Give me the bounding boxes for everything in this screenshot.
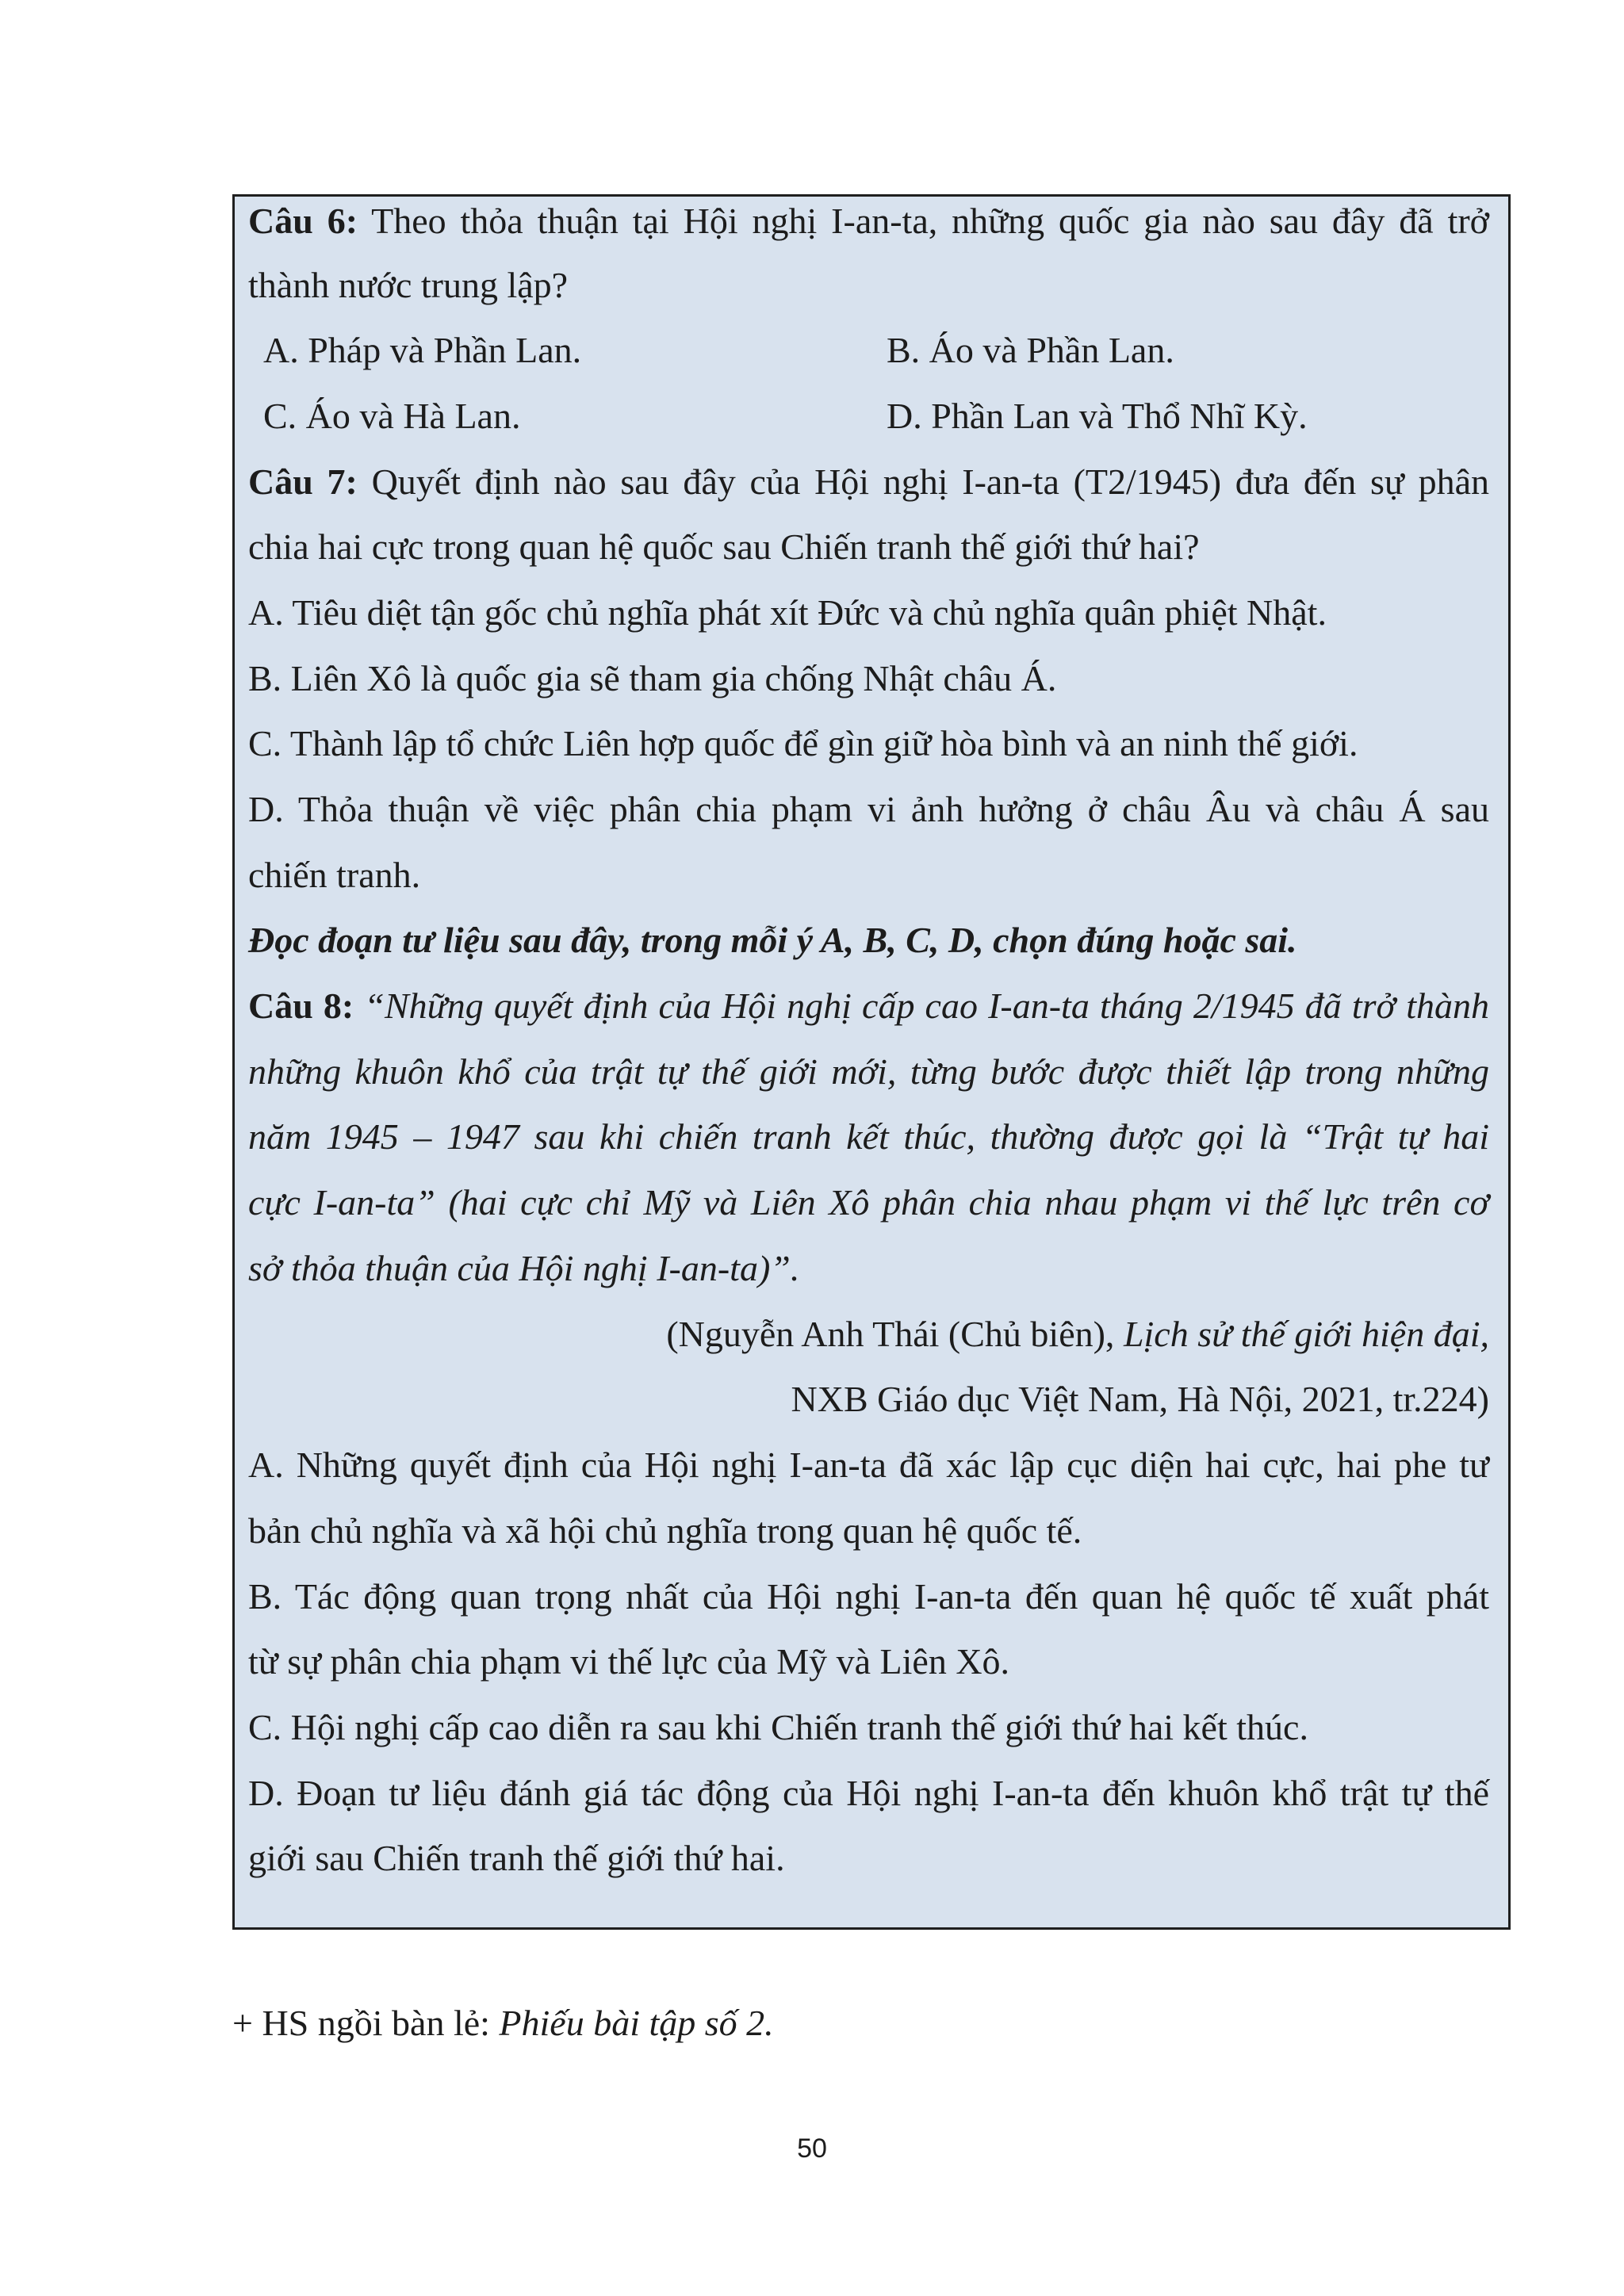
q8-statement-a-line-2: bản chủ nghĩa và xã hội chủ nghĩa trong quan hệ quốc tế. bbox=[248, 1510, 1082, 1551]
q8-quote-line-4: cực I-an-ta” (hai cực chỉ Mỹ và Liên Xô phân chia nhau phạm vi thế lực trên cơ bbox=[248, 1182, 1489, 1223]
q7-option-d-line-2: chiến tranh. bbox=[248, 855, 421, 895]
q8-statement-d-line-2: giới sau Chiến tranh thế giới thứ hai. bbox=[248, 1838, 785, 1878]
q8-quote-line-5: sở thỏa thuận của Hội nghị I-an-ta)”. bbox=[248, 1248, 800, 1288]
q6-option-d: D. Phần Lan và Thổ Nhĩ Kỳ. bbox=[887, 396, 1308, 436]
q8-statement-b-line-1: B. Tác động quan trọng nhất của Hội nghị I-an-ta đến quan hệ quốc tế xuất phát bbox=[248, 1576, 1489, 1617]
q8-statement-d-line-1: D. Đoạn tư liệu đánh giá tác động của Hội nghị I-an-ta đến khuôn khổ trật tự thế bbox=[248, 1773, 1489, 1813]
q6-line-1: Câu 6: Theo thỏa thuận tại Hội nghị I-an-ta, những quốc gia nào sau đây đã trở bbox=[248, 201, 1489, 241]
q8-source-line-1: (Nguyễn Anh Thái (Chủ biên), Lịch sử thế giới hiện đại, bbox=[666, 1314, 1489, 1354]
q8-label: Câu 8: bbox=[248, 985, 354, 1026]
footer-note: + HS ngồi bàn lẻ: Phiếu bài tập số 2. bbox=[232, 2003, 774, 2043]
q7-option-d-line-1: D. Thỏa thuận về việc phân chia phạm vi ảnh hưởng ở châu Âu và châu Á sau bbox=[248, 789, 1489, 829]
q7-option-b: B. Liên Xô là quốc gia sẽ tham gia chống Nhật châu Á. bbox=[248, 658, 1057, 698]
q8-statement-b-line-2: từ sự phân chia phạm vi thế lực của Mỹ và Liên Xô. bbox=[248, 1641, 1010, 1682]
q7-option-a: A. Tiêu diệt tận gốc chủ nghĩa phát xít Đức và chủ nghĩa quân phiệt Nhật. bbox=[248, 592, 1327, 633]
q6-line-2: thành nước trung lập? bbox=[248, 265, 569, 305]
source-book-title: Lịch sử thế giới hiện đại, bbox=[1123, 1314, 1489, 1354]
q6-option-c: C. Áo và Hà Lan. bbox=[263, 396, 521, 436]
q6-label: Câu 6: bbox=[248, 201, 358, 241]
question-box bbox=[232, 194, 1511, 1930]
q8-quote-line-3: năm 1945 – 1947 sau khi chiến tranh kết thúc, thường được gọi là “Trật tự hai bbox=[248, 1116, 1489, 1157]
instruction: Đọc đoạn tư liệu sau đây, trong mỗi ý A, B, C, D, chọn đúng hoặc sai. bbox=[248, 920, 1297, 960]
q7-line-1: Câu 7: Quyết định nào sau đây của Hội nghị I-an-ta (T2/1945) đưa đến sự phân bbox=[248, 461, 1489, 502]
page-number: 50 bbox=[797, 2133, 827, 2164]
q6-option-a: A. Pháp và Phần Lan. bbox=[263, 330, 582, 370]
q8-quote-line-1: Câu 8: “Những quyết định của Hội nghị cấp cao I-an-ta tháng 2/1945 đã trở thành bbox=[248, 985, 1489, 1026]
q6-option-b: B. Áo và Phần Lan. bbox=[887, 330, 1174, 370]
q8-statement-c: C. Hội nghị cấp cao diễn ra sau khi Chiến tranh thế giới thứ hai kết thúc. bbox=[248, 1707, 1308, 1747]
q7-option-c: C. Thành lập tổ chức Liên hợp quốc để gìn giữ hòa bình và an ninh thế giới. bbox=[248, 723, 1358, 763]
q8-source-line-2: NXB Giáo dục Việt Nam, Hà Nội, 2021, tr.224) bbox=[791, 1379, 1489, 1419]
q7-line-2: chia hai cực trong quan hệ quốc sau Chiến tranh thế giới thứ hai? bbox=[248, 526, 1200, 567]
q7-label: Câu 7: bbox=[248, 461, 358, 502]
q8-quote-line-2: những khuôn khổ của trật tự thế giới mới, từng bước được thiết lập trong những bbox=[248, 1051, 1489, 1092]
q8-statement-a-line-1: A. Những quyết định của Hội nghị I-an-ta đã xác lập cục diện hai cực, hai phe tư bbox=[248, 1445, 1489, 1485]
